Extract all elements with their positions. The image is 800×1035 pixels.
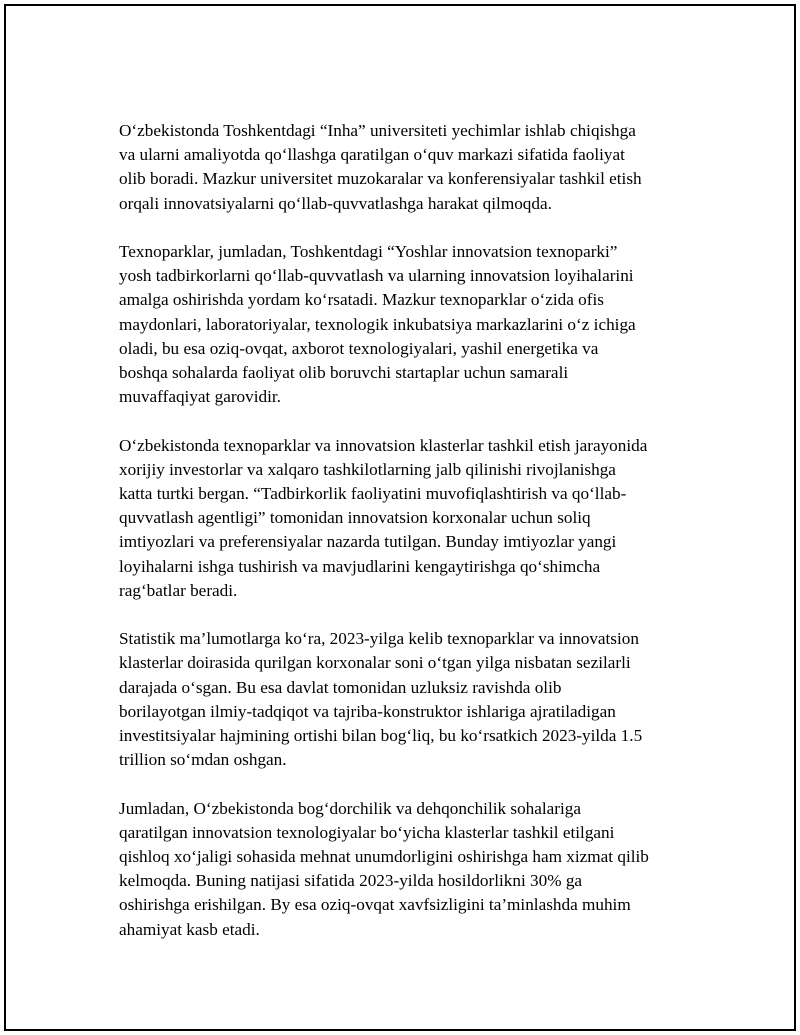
paragraph-2: Texnoparklar, jumladan, Toshkentdagi “Yoshlar innovatsion texnoparki” yosh tadbirkorlarni qo‘llab-quvvatlash va ularning innovatsion loyihalarini amalga oshirishda yordam ko‘rsatadi. Mazkur texnoparklar o‘zida ofis maydonlari, laboratoriyalar, texnologik inkubatsiya markazlarini o‘z ichiga oladi, bu esa oziq-ovqat, axborot texnologiyalari, yashil energetika va boshqa sohalarda faoliyat olib boruvchi startaplar uchun samarali muvaffaqiyat garovidir.: [119, 242, 636, 407]
paragraph-4: Statistik ma’lumotlarga ko‘ra, 2023-yilga kelib texnoparklar va innovatsion klasterlar doirasida qurilgan korxonalar soni o‘tgan yilga nisbatan sezilarli darajada o‘sgan. Bu esa davlat tomonidan uzluksiz ravishda olib borilayotgan ilmiy-tadqiqot va tajriba-konstruktor ishlariga ajratiladigan investitsiyalar hajmining ortishi bilan bog‘liq, bu ko‘rsatkich 2023-yilda 1.5 trillion so‘mdan oshgan.: [119, 629, 643, 770]
document-page: [4, 4, 796, 1031]
paragraph-1: O‘zbekistonda Toshkentdagi “Inha” universiteti yechimlar ishlab chiqishga va ularni amaliyotda qo‘llashga qaratilgan o‘quv markazi sifatida faoliyat olib boradi. Mazkur universitet muzokaralar va konferensiyalar tashkil etish orqali innovatsiyalarni qo‘llab-quvvatlashga harakat qilmoqda.: [119, 121, 642, 213]
paragraph-3: O‘zbekistonda texnoparklar va innovatsion klasterlar tashkil etish jarayonida xorijiy investorlar va xalqaro tashkilotlarning jalb qilinishi rivojlanishga katta turtki bergan. “Tadbirkorlik faoliyatini muvofiqlashtirish va qo‘llab- quvvatlash agentligi” tomonidan innovatsion korxonalar uchun soliq imtiyozlari va preferensiyalar nazarda tutilgan. Bunday imtiyozlar yangi loyihalarni ishga tushirish va mavjudlarini kengaytirishga qo‘shimcha rag‘batlar beradi.: [119, 435, 648, 600]
paragraph-5: Jumladan, O‘zbekistonda bog‘dorchilik va dehqonchilik sohalariga qaratilgan innovatsion texnologiyalar bo‘yicha klasterlar tashkil etilgani qishloq xo‘jaligi sohasida mehnat unumdorligini oshirishga ham xizmat qilib kelmoqda. Buning natijasi sifatida 2023-yilda hosildorlikni 30% ga oshirishga erishilgan. By esa oziq-ovqat xavfsizligini ta’minlashda muhim ahamiyat kasb etadi.: [119, 798, 649, 939]
document-body: [119, 119, 709, 966]
